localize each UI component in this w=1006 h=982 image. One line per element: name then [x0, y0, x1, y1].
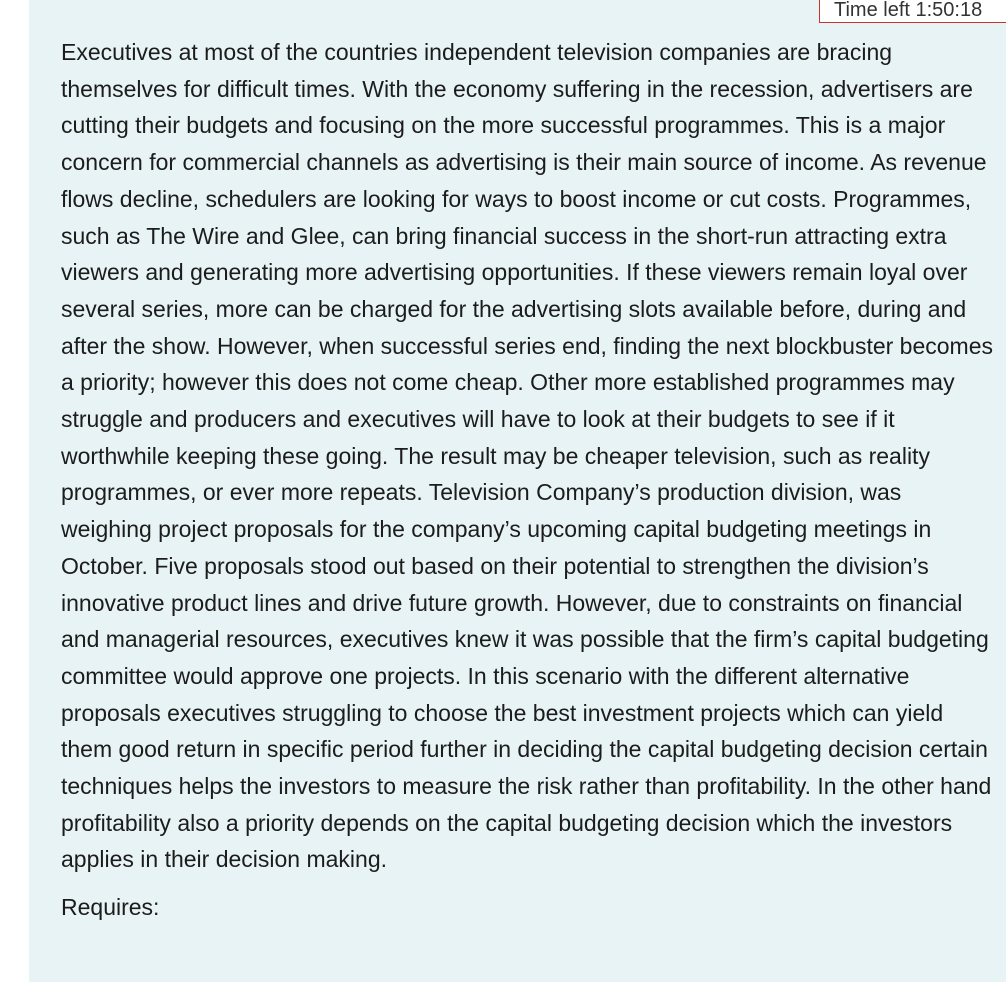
- question-text: Executives at most of the countries independent television companies are bracing themselves for difficult times. With the economy suffering in the recession, advertisers are cutting their budgets and focusing on the more successful programmes. This is a major concern for commercial channels as advertising is their main source of income. As revenue flows decline, schedulers are looking for ways to boost income or cut costs. Programmes, such as The Wire and Glee, can bring financial success in the short-run attracting extra viewers and generating more advertising opportunities. If these viewers remain loyal over several series, more can be charged for the advertising slots available before, during and after the show. However, when successful series end, finding the next blockbuster becomes a priority; however this does not come cheap. Other more established programmes may struggle and producers and executives will have to look at their budgets to see if it worthwhile keeping these going. The result may be cheaper television, such as reality programmes, or ever more repeats. Television Company’s production division, was weighing project proposals for the company’s upcoming capital budgeting meetings in October. Five proposals stood out based on their potential to strengthen the division’s innovative product lines and drive future growth. However, due to constraints on financial and managerial resources, executives knew it was possible that the firm’s capital budgeting committee would approve one projects. In this scenario with the different alternative proposals executives struggling to choose the best investment projects which can yield them good return in specific period further in deciding the capital budgeting decision certain techniques helps the investors to measure the risk rather than profitability. In the other hand profitability also a priority depends on the capital budgeting decision which the investors applies in their decision making.: [61, 39, 994, 873]
- requires-label: Requires:: [61, 894, 160, 921]
- time-left-timer: Time left 1:50:18: [819, 0, 1006, 23]
- question-panel: [29, 0, 1006, 982]
